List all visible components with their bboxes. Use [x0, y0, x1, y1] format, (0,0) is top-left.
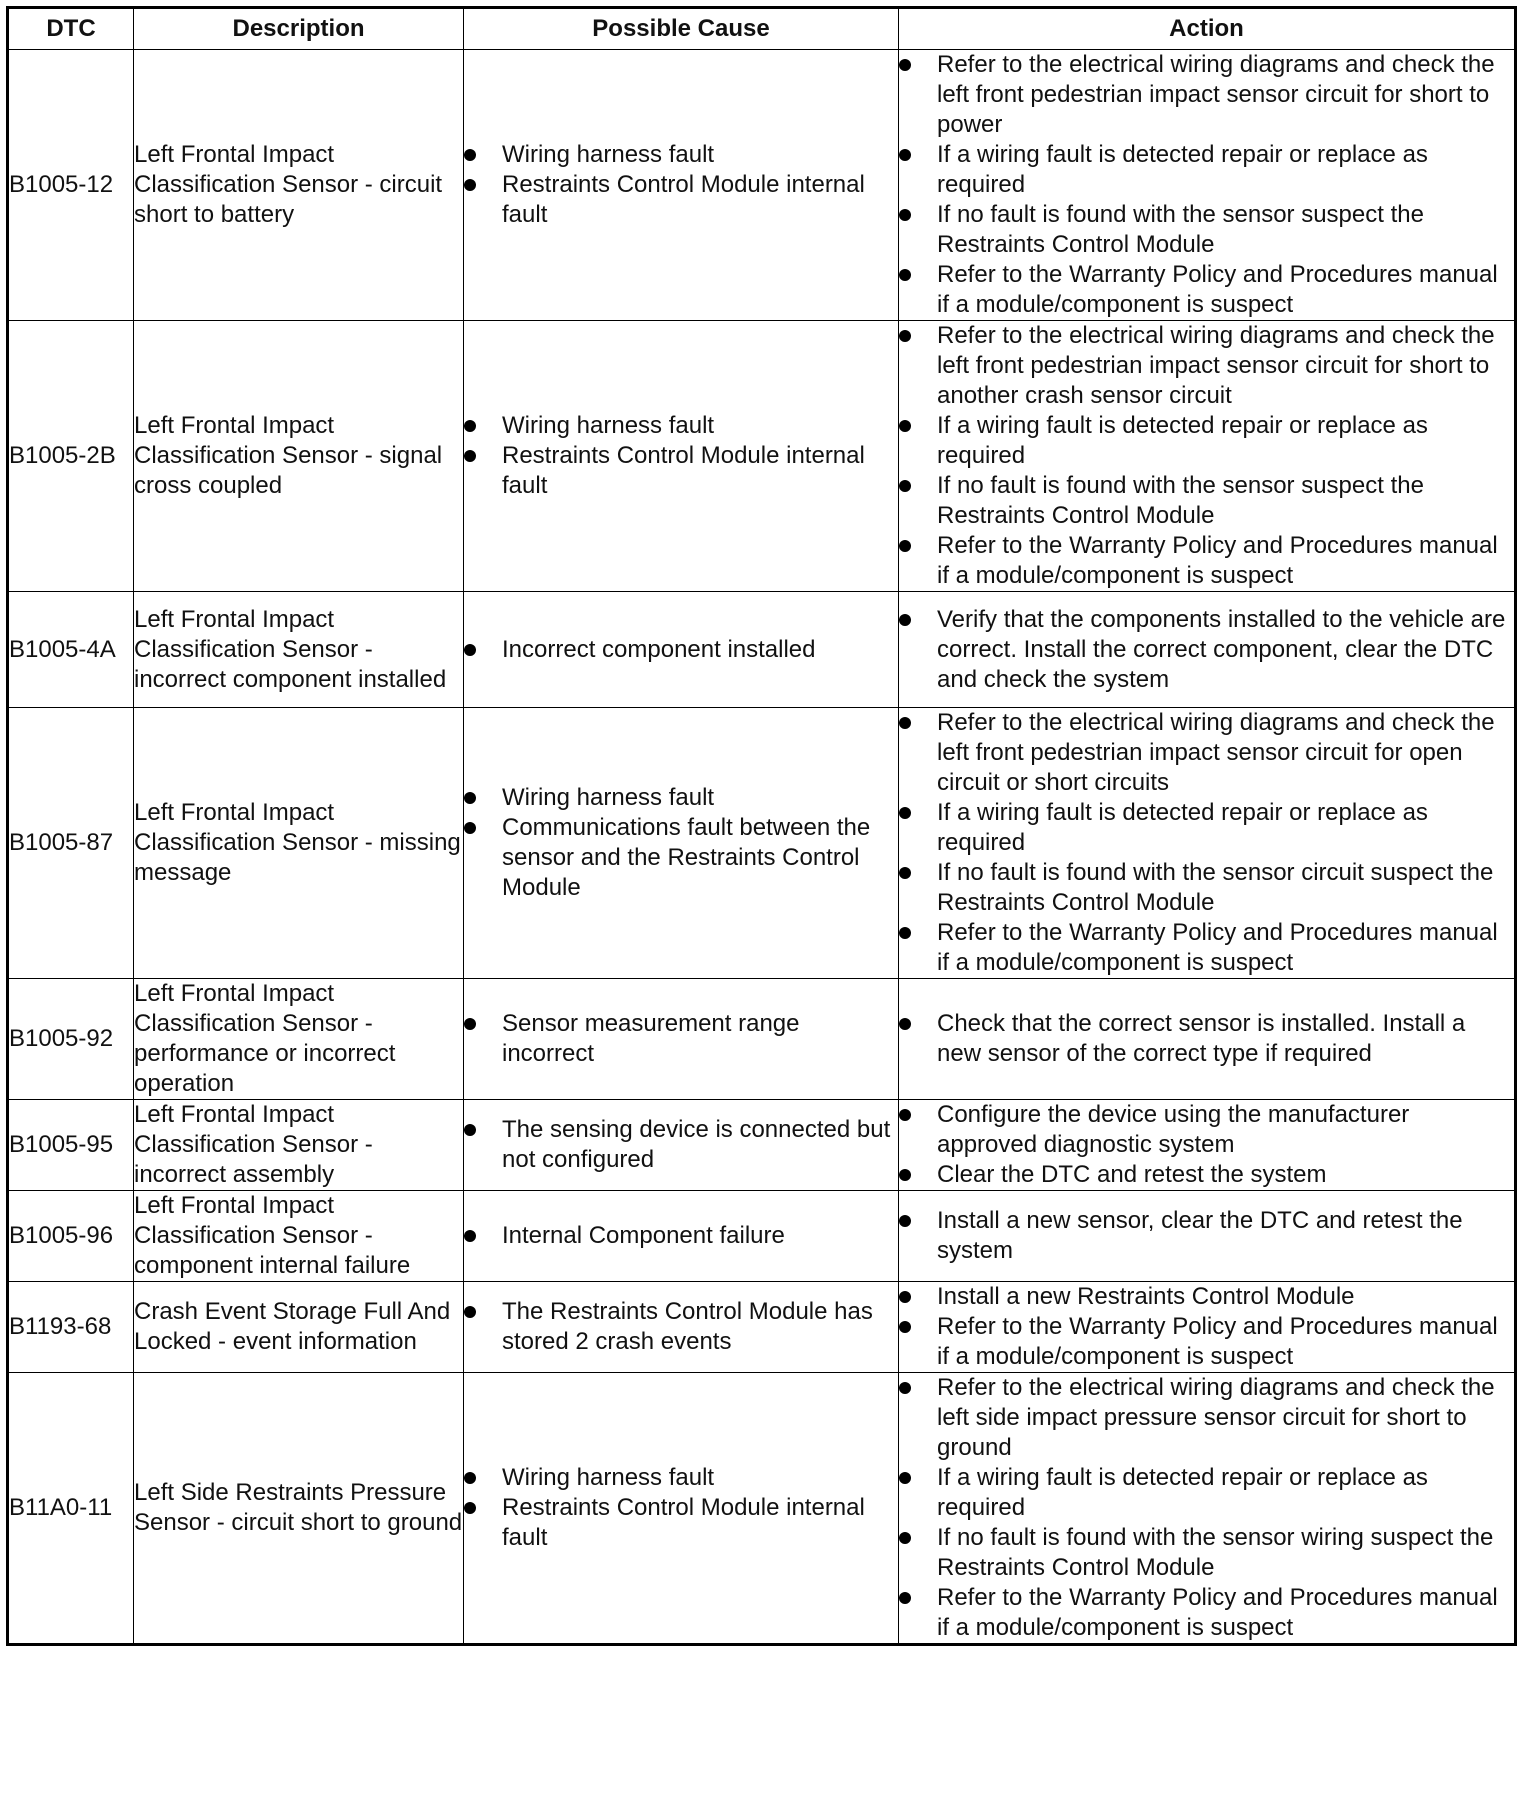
- dtc-code-cell: B1005-92: [8, 979, 134, 1100]
- possible-cause-cell: [464, 1191, 899, 1282]
- cause-item: Wiring harness fault: [464, 140, 898, 170]
- table-header-row: [8, 8, 1516, 50]
- action-item: If a wiring fault is detected repair or replace as required: [899, 411, 1514, 471]
- action-cell: [899, 1373, 1516, 1645]
- action-cell: [899, 979, 1516, 1100]
- cause-item: Sensor measurement range incorrect: [464, 1009, 898, 1069]
- dtc-code-cell: B1005-95: [8, 1100, 134, 1191]
- action-item: Refer to the electrical wiring diagrams and check the left front pedestrian impact sensor circuit for short to power: [899, 50, 1514, 140]
- action-item: Refer to the electrical wiring diagrams and check the left front pedestrian impact sensor circuit for short to another crash sensor circuit: [899, 321, 1514, 411]
- action-item: Check that the correct sensor is installed. Install a new sensor of the correct type if required: [899, 1009, 1514, 1069]
- possible-cause-cell: [464, 1100, 899, 1191]
- description-cell: Left Frontal Impact Classification Sensor - incorrect assembly: [134, 1100, 464, 1191]
- dtc-table-container: [6, 6, 1514, 1646]
- cause-item: Wiring harness fault: [464, 1463, 898, 1493]
- dtc-code-cell: B1005-12: [8, 50, 134, 321]
- table-row: [8, 321, 1516, 592]
- cause-item: Wiring harness fault: [464, 411, 898, 441]
- description-cell: Crash Event Storage Full And Locked - event information: [134, 1282, 464, 1373]
- action-list: [899, 1282, 1514, 1372]
- cause-item: The Restraints Control Module has stored 2 crash events: [464, 1297, 898, 1357]
- cause-list: [464, 1009, 898, 1069]
- cause-list: [464, 1115, 898, 1175]
- description-cell: Left Frontal Impact Classification Sensor - signal cross coupled: [134, 321, 464, 592]
- table-row: [8, 1373, 1516, 1645]
- action-item: If no fault is found with the sensor circuit suspect the Restraints Control Module: [899, 858, 1514, 918]
- action-item: Verify that the components installed to the vehicle are correct. Install the correct component, clear the DTC and check the system: [899, 605, 1514, 695]
- cause-item: Communications fault between the sensor and the Restraints Control Module: [464, 813, 898, 903]
- possible-cause-cell: [464, 321, 899, 592]
- action-cell: [899, 50, 1516, 321]
- cause-item: The sensing device is connected but not configured: [464, 1115, 898, 1175]
- action-item: If no fault is found with the sensor suspect the Restraints Control Module: [899, 471, 1514, 531]
- cause-list: [464, 1221, 898, 1251]
- cause-item: Restraints Control Module internal fault: [464, 1493, 898, 1553]
- cause-list: [464, 411, 898, 501]
- table-row: [8, 708, 1516, 979]
- description-cell: Left Frontal Impact Classification Sensor - component internal failure: [134, 1191, 464, 1282]
- dtc-code-cell: B1005-96: [8, 1191, 134, 1282]
- action-list: [899, 605, 1514, 695]
- action-cell: [899, 708, 1516, 979]
- dtc-code-cell: B1005-87: [8, 708, 134, 979]
- action-item: Refer to the Warranty Policy and Procedures manual if a module/component is suspect: [899, 1583, 1514, 1643]
- action-cell: [899, 1282, 1516, 1373]
- possible-cause-cell: [464, 979, 899, 1100]
- action-item: If no fault is found with the sensor suspect the Restraints Control Module: [899, 200, 1514, 260]
- dtc-table: [6, 6, 1517, 1646]
- description-cell: Left Side Restraints Pressure Sensor - circuit short to ground: [134, 1373, 464, 1645]
- cause-item: Restraints Control Module internal fault: [464, 170, 898, 230]
- table-row: [8, 50, 1516, 321]
- header-description: Description: [134, 8, 464, 50]
- cause-item: Internal Component failure: [464, 1221, 898, 1251]
- action-list: [899, 1100, 1514, 1190]
- possible-cause-cell: [464, 50, 899, 321]
- description-cell: Left Frontal Impact Classification Sensor - circuit short to battery: [134, 50, 464, 321]
- action-item: Install a new sensor, clear the DTC and retest the system: [899, 1206, 1514, 1266]
- action-item: Clear the DTC and retest the system: [899, 1160, 1514, 1190]
- description-cell: Left Frontal Impact Classification Sensor - missing message: [134, 708, 464, 979]
- table-row: [8, 979, 1516, 1100]
- possible-cause-cell: [464, 1282, 899, 1373]
- action-item: Refer to the Warranty Policy and Procedures manual if a module/component is suspect: [899, 531, 1514, 591]
- action-cell: [899, 321, 1516, 592]
- action-item: Configure the device using the manufacturer approved diagnostic system: [899, 1100, 1514, 1160]
- cause-list: [464, 1463, 898, 1553]
- description-cell: Left Frontal Impact Classification Sensor - incorrect component installed: [134, 592, 464, 708]
- dtc-code-cell: B1005-4A: [8, 592, 134, 708]
- action-item: Refer to the electrical wiring diagrams and check the left side impact pressure sensor circuit for short to ground: [899, 1373, 1514, 1463]
- action-item: Refer to the electrical wiring diagrams and check the left front pedestrian impact sensor circuit for open circuit or short circuits: [899, 708, 1514, 798]
- possible-cause-cell: [464, 1373, 899, 1645]
- table-row: [8, 592, 1516, 708]
- table-row: [8, 1191, 1516, 1282]
- cause-item: Incorrect component installed: [464, 635, 898, 665]
- header-action: Action: [899, 8, 1516, 50]
- cause-list: [464, 1297, 898, 1357]
- dtc-code-cell: B1193-68: [8, 1282, 134, 1373]
- cause-list: [464, 140, 898, 230]
- cause-list: [464, 635, 898, 665]
- action-list: [899, 708, 1514, 978]
- action-list: [899, 321, 1514, 591]
- action-cell: [899, 1191, 1516, 1282]
- dtc-code-cell: B11A0-11: [8, 1373, 134, 1645]
- action-list: [899, 1009, 1514, 1069]
- action-cell: [899, 1100, 1516, 1191]
- action-item: Refer to the Warranty Policy and Procedures manual if a module/component is suspect: [899, 1312, 1514, 1372]
- action-item: If no fault is found with the sensor wiring suspect the Restraints Control Module: [899, 1523, 1514, 1583]
- action-item: Refer to the Warranty Policy and Procedures manual if a module/component is suspect: [899, 260, 1514, 320]
- dtc-code-cell: B1005-2B: [8, 321, 134, 592]
- possible-cause-cell: [464, 592, 899, 708]
- cause-item: Wiring harness fault: [464, 783, 898, 813]
- action-item: If a wiring fault is detected repair or replace as required: [899, 1463, 1514, 1523]
- action-item: Install a new Restraints Control Module: [899, 1282, 1514, 1312]
- action-list: [899, 50, 1514, 320]
- header-possible-cause: Possible Cause: [464, 8, 899, 50]
- description-cell: Left Frontal Impact Classification Sensor - performance or incorrect operation: [134, 979, 464, 1100]
- action-item: If a wiring fault is detected repair or replace as required: [899, 140, 1514, 200]
- action-list: [899, 1373, 1514, 1643]
- action-cell: [899, 592, 1516, 708]
- table-row: [8, 1282, 1516, 1373]
- cause-list: [464, 783, 898, 903]
- table-row: [8, 1100, 1516, 1191]
- action-item: Refer to the Warranty Policy and Procedures manual if a module/component is suspect: [899, 918, 1514, 978]
- action-item: If a wiring fault is detected repair or replace as required: [899, 798, 1514, 858]
- table-body: [8, 50, 1516, 1645]
- action-list: [899, 1206, 1514, 1266]
- cause-item: Restraints Control Module internal fault: [464, 441, 898, 501]
- header-dtc: DTC: [8, 8, 134, 50]
- possible-cause-cell: [464, 708, 899, 979]
